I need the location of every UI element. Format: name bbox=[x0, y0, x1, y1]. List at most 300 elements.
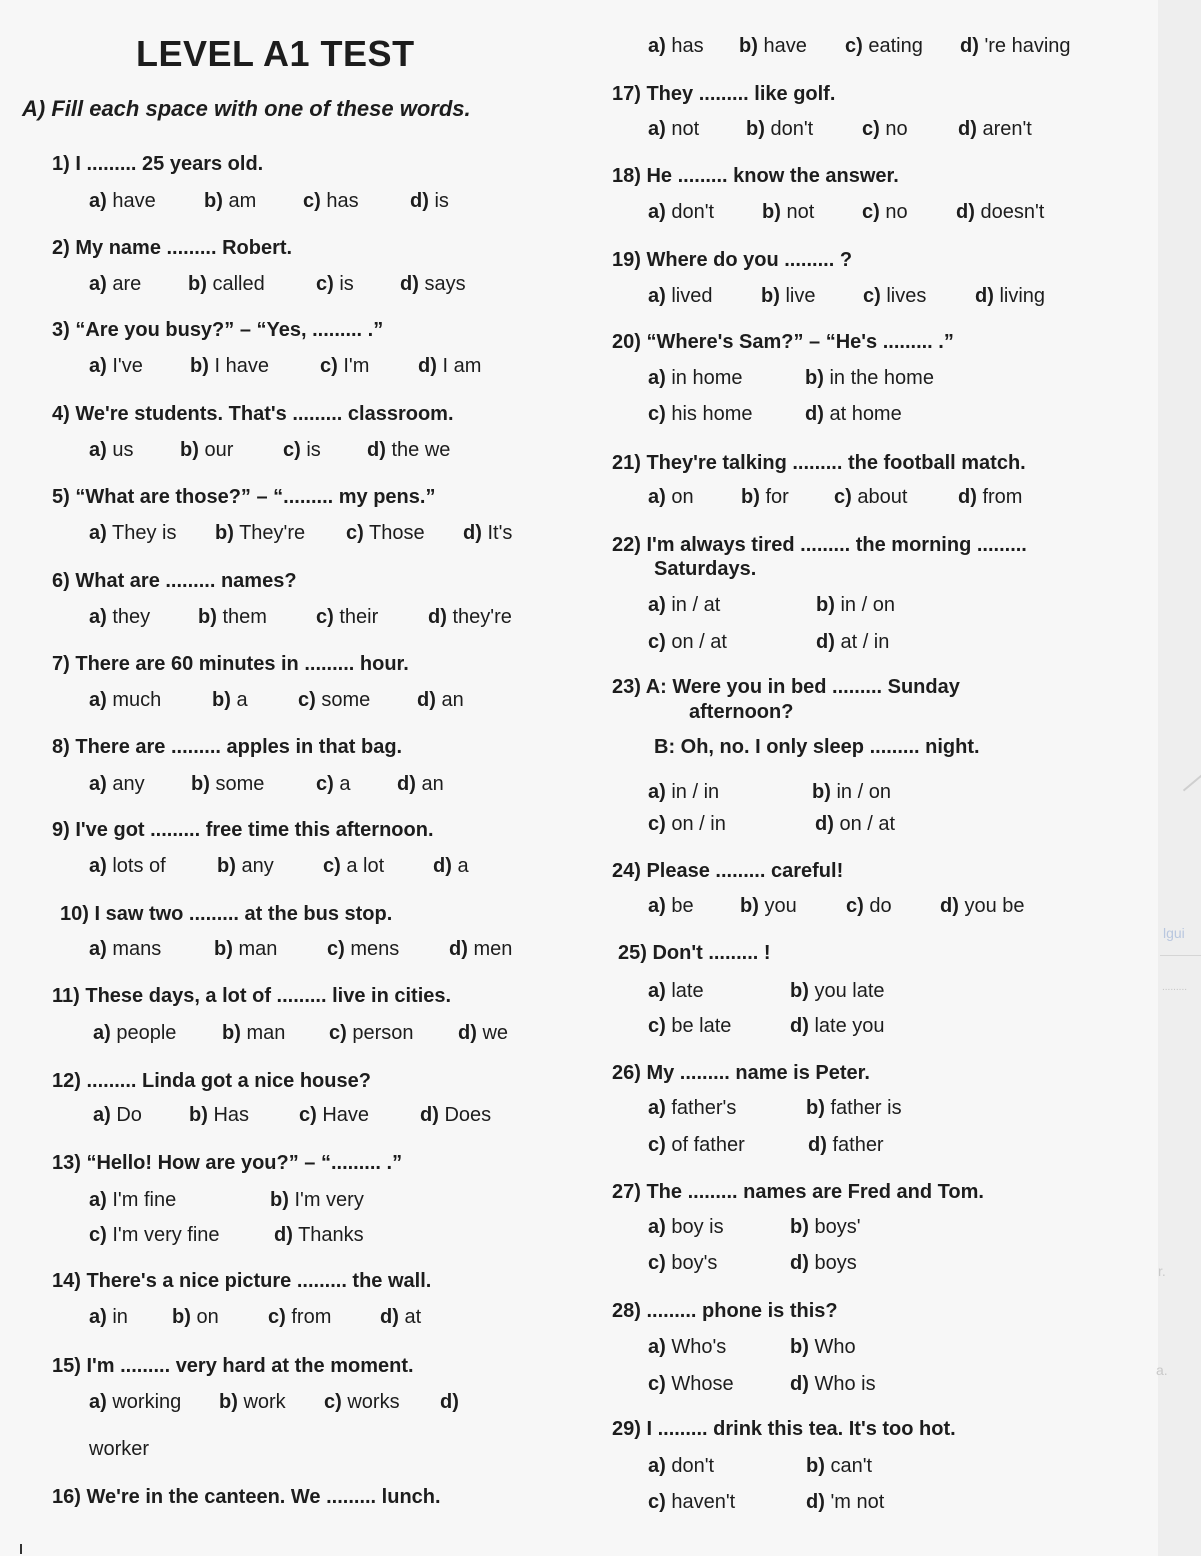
option-text: father's bbox=[671, 1097, 737, 1119]
answer-option bbox=[958, 485, 1022, 509]
option-text: in / in bbox=[671, 781, 720, 803]
option-letter: a) bbox=[648, 895, 666, 917]
question-text: There's a nice picture ......... the wall. bbox=[86, 1270, 432, 1292]
option-text: people bbox=[116, 1022, 177, 1044]
option-letter: a) bbox=[89, 439, 107, 461]
question-stem bbox=[52, 318, 383, 342]
answer-option bbox=[956, 200, 1044, 224]
option-text: have bbox=[112, 190, 156, 212]
option-text: on / at bbox=[839, 813, 896, 835]
answer-option bbox=[268, 1305, 331, 1329]
answer-option bbox=[274, 1223, 364, 1247]
option-text: are bbox=[112, 273, 142, 295]
answer-option bbox=[303, 189, 359, 213]
answer-option bbox=[846, 894, 892, 918]
option-text: us bbox=[112, 439, 134, 461]
answer-option bbox=[214, 937, 277, 961]
question-stem bbox=[52, 236, 292, 260]
answer-option bbox=[180, 438, 233, 462]
question-stem bbox=[52, 1069, 371, 1093]
answer-option bbox=[397, 772, 444, 796]
answer-option bbox=[808, 1133, 884, 1157]
option-letter: d) bbox=[958, 118, 977, 140]
question-number: 9) bbox=[52, 819, 70, 841]
answer-option bbox=[420, 1103, 491, 1127]
option-text: some bbox=[215, 773, 265, 795]
answer-option bbox=[89, 354, 143, 378]
option-letter: c) bbox=[329, 1022, 347, 1044]
option-letter: a) bbox=[648, 781, 666, 803]
answer-option bbox=[323, 854, 384, 878]
option-text: work bbox=[243, 1391, 286, 1413]
answer-option bbox=[217, 854, 274, 878]
option-letter: d) bbox=[458, 1022, 477, 1044]
question-number: 28) bbox=[612, 1300, 641, 1322]
option-letter: b) bbox=[222, 1022, 241, 1044]
answer-option bbox=[812, 780, 891, 804]
answer-option bbox=[648, 402, 753, 426]
answer-option bbox=[739, 34, 807, 58]
answer-option bbox=[449, 937, 512, 961]
option-letter: a) bbox=[648, 1216, 666, 1238]
question-stem bbox=[612, 1299, 838, 1323]
answer-option bbox=[648, 200, 714, 224]
option-text: I'm very bbox=[294, 1189, 364, 1211]
answer-option bbox=[741, 485, 789, 509]
question-text: They ......... like golf. bbox=[646, 83, 836, 105]
option-text: do bbox=[869, 895, 892, 917]
answer-option bbox=[862, 200, 908, 224]
option-letter: c) bbox=[648, 1373, 666, 1395]
option-letter: c) bbox=[862, 118, 880, 140]
question-text: There are 60 minutes in ......... hour. bbox=[75, 653, 409, 675]
option-letter: b) bbox=[191, 773, 210, 795]
option-text: a lot bbox=[346, 855, 385, 877]
answer-option bbox=[790, 979, 885, 1003]
option-letter: c) bbox=[324, 1391, 342, 1413]
option-text: at bbox=[404, 1306, 422, 1328]
answer-option bbox=[816, 593, 895, 617]
question-text: They're talking ......... the football match. bbox=[646, 452, 1026, 474]
option-letter: d) bbox=[816, 631, 835, 653]
option-letter: a) bbox=[89, 1189, 107, 1211]
option-letter: b) bbox=[198, 606, 217, 628]
option-letter: c) bbox=[283, 439, 301, 461]
option-text: Who is bbox=[814, 1373, 876, 1395]
margin-fragment: a. bbox=[1156, 1362, 1168, 1378]
answer-option bbox=[270, 1188, 364, 1212]
question-text: My ......... name is Peter. bbox=[646, 1062, 870, 1084]
answer-option bbox=[960, 34, 1071, 58]
question-number: 10) bbox=[60, 903, 89, 925]
answer-option bbox=[815, 812, 895, 836]
answer-option bbox=[316, 272, 354, 296]
answer-option bbox=[89, 1390, 181, 1414]
answer-option bbox=[740, 894, 797, 918]
option-text: works bbox=[347, 1391, 400, 1413]
question-stem bbox=[52, 984, 451, 1008]
option-text: called bbox=[212, 273, 265, 295]
question-text: I've got ......... free time this afternoon. bbox=[75, 819, 434, 841]
option-text: I'm fine bbox=[112, 1189, 177, 1211]
answer-option bbox=[93, 1021, 176, 1045]
question-stem bbox=[612, 451, 1026, 475]
answer-option bbox=[790, 1215, 861, 1239]
option-letter: a) bbox=[648, 285, 666, 307]
question-stem bbox=[52, 402, 454, 426]
answer-option bbox=[89, 272, 141, 296]
question-stem bbox=[612, 859, 843, 883]
option-text: in / on bbox=[836, 781, 891, 803]
option-text: much bbox=[112, 689, 162, 711]
option-letter: a) bbox=[89, 606, 107, 628]
option-letter: a) bbox=[648, 118, 666, 140]
option-text: is bbox=[339, 273, 354, 295]
answer-option bbox=[222, 1021, 285, 1045]
question-text: He ......... know the answer. bbox=[646, 165, 899, 187]
answer-option bbox=[367, 438, 450, 462]
option-letter: c) bbox=[316, 773, 334, 795]
answer-option bbox=[329, 1021, 414, 1045]
option-letter: d) bbox=[400, 273, 419, 295]
answer-option bbox=[816, 630, 889, 654]
question-text: What are ......... names? bbox=[75, 570, 297, 592]
option-letter: b) bbox=[812, 781, 831, 803]
option-letter: c) bbox=[863, 285, 881, 307]
question-text-continued: Saturdays. bbox=[654, 558, 757, 580]
question-stem bbox=[612, 330, 954, 354]
answer-option bbox=[93, 1103, 142, 1127]
option-letter: b) bbox=[219, 1391, 238, 1413]
answer-option bbox=[417, 688, 464, 712]
question-number: 16) bbox=[52, 1486, 81, 1508]
option-letter: d) bbox=[940, 895, 959, 917]
option-letter: b) bbox=[806, 1455, 825, 1477]
option-text: at / in bbox=[840, 631, 890, 653]
question-stem bbox=[52, 1354, 414, 1378]
question-stem bbox=[612, 1417, 956, 1441]
answer-option bbox=[172, 1305, 219, 1329]
answer-option bbox=[940, 894, 1025, 918]
question-text: We're in the canteen. We ......... lunch. bbox=[86, 1486, 441, 1508]
answer-option bbox=[805, 366, 934, 390]
answer-option bbox=[410, 189, 449, 213]
question-text: “Where's Sam?” – “He's ......... .” bbox=[646, 331, 954, 353]
question-stem bbox=[612, 82, 835, 106]
option-letter: b) bbox=[746, 118, 765, 140]
option-letter: a) bbox=[648, 201, 666, 223]
answer-option bbox=[806, 1490, 884, 1514]
answer-option bbox=[648, 485, 694, 509]
answer-option bbox=[958, 117, 1032, 141]
question-number: 1) bbox=[52, 153, 70, 175]
option-text: person bbox=[352, 1022, 414, 1044]
option-letter: d) bbox=[958, 486, 977, 508]
answer-option bbox=[761, 284, 815, 308]
option-text: for bbox=[765, 486, 789, 508]
option-letter: d) bbox=[790, 1373, 809, 1395]
option-text: you late bbox=[814, 980, 885, 1002]
option-letter: b) bbox=[204, 190, 223, 212]
answer-option bbox=[648, 780, 719, 804]
answer-option bbox=[89, 438, 133, 462]
option-text: working bbox=[112, 1391, 182, 1413]
option-letter: d) bbox=[417, 689, 436, 711]
question-stem bbox=[618, 941, 771, 965]
option-text: a bbox=[339, 773, 351, 795]
option-letter: d) bbox=[805, 403, 824, 425]
question-text: Please ......... careful! bbox=[646, 860, 844, 882]
question-stem bbox=[52, 652, 409, 676]
option-text: Do bbox=[116, 1104, 142, 1126]
option-letter: a) bbox=[89, 689, 107, 711]
option-text: doesn't bbox=[980, 201, 1045, 223]
answer-option bbox=[298, 688, 370, 712]
question-number: 25) bbox=[618, 942, 647, 964]
option-letter: b) bbox=[806, 1097, 825, 1119]
option-text: is bbox=[434, 190, 449, 212]
answer-option bbox=[790, 1372, 876, 1396]
question-stem bbox=[52, 1269, 431, 1293]
option-text: don't bbox=[671, 1455, 715, 1477]
option-text: on / at bbox=[671, 631, 727, 653]
question-text: “Are you busy?” – “Yes, ......... .” bbox=[75, 319, 384, 341]
option-text: man bbox=[246, 1022, 286, 1044]
answer-option bbox=[648, 1096, 736, 1120]
option-letter: d) bbox=[367, 439, 386, 461]
option-text: have bbox=[763, 35, 807, 57]
option-text: Has bbox=[213, 1104, 250, 1126]
answer-option bbox=[89, 605, 150, 629]
faint-divider bbox=[1160, 955, 1201, 956]
option-text: man bbox=[238, 938, 278, 960]
answer-option bbox=[790, 1014, 885, 1038]
question-number: 15) bbox=[52, 1355, 81, 1377]
answer-option bbox=[188, 272, 265, 296]
test-title: LEVEL A1 TEST bbox=[136, 33, 415, 74]
option-text: they bbox=[112, 606, 151, 628]
option-letter: c) bbox=[89, 1224, 107, 1246]
question-text: “What are those?” – “......... my pens.” bbox=[75, 486, 436, 508]
option-text: Have bbox=[322, 1104, 370, 1126]
question-stem bbox=[52, 485, 435, 509]
option-letter: d) bbox=[418, 355, 437, 377]
option-letter: a) bbox=[648, 980, 666, 1002]
answer-option bbox=[212, 688, 248, 712]
question-text: These days, a lot of ......... live in cities. bbox=[85, 985, 452, 1007]
question-stem bbox=[52, 818, 434, 842]
option-text: don't bbox=[671, 201, 715, 223]
option-text: we bbox=[482, 1022, 509, 1044]
question-number: 17) bbox=[612, 83, 641, 105]
option-text: Does bbox=[444, 1104, 492, 1126]
question-text: Don't ......... ! bbox=[652, 942, 771, 964]
option-letter: d) bbox=[433, 855, 452, 877]
option-text: Those bbox=[369, 522, 425, 544]
option-letter: b) bbox=[741, 486, 760, 508]
question-text: There are ......... apples in that bag. bbox=[75, 736, 403, 758]
section-heading: A) Fill each space with one of these words. bbox=[22, 96, 471, 121]
answer-option bbox=[805, 402, 902, 426]
option-text: I've bbox=[112, 355, 143, 377]
option-letter: b) bbox=[762, 201, 781, 223]
answer-option bbox=[790, 1335, 856, 1359]
option-letter: b) bbox=[805, 367, 824, 389]
option-text: Thanks bbox=[298, 1224, 364, 1246]
question-stem bbox=[612, 164, 899, 188]
answer-option bbox=[648, 593, 720, 617]
answer-option bbox=[89, 1305, 128, 1329]
answer-option bbox=[89, 854, 166, 878]
question-number: 2) bbox=[52, 237, 70, 259]
question-number: 21) bbox=[612, 452, 641, 474]
option-text: of father bbox=[671, 1134, 745, 1156]
answer-option bbox=[648, 366, 743, 390]
page-margin-edge bbox=[1158, 0, 1201, 1556]
option-letter: b) bbox=[739, 35, 758, 57]
option-letter: b) bbox=[790, 980, 809, 1002]
option-text: don't bbox=[770, 118, 814, 140]
option-text: men bbox=[473, 938, 513, 960]
option-text: I'm bbox=[343, 355, 370, 377]
question-text: I'm ......... very hard at the moment. bbox=[86, 1355, 414, 1377]
answer-option bbox=[219, 1390, 286, 1414]
answer-option bbox=[324, 1390, 400, 1414]
question-number: 29) bbox=[612, 1418, 641, 1440]
option-letter: c) bbox=[648, 403, 666, 425]
option-text: They're bbox=[239, 522, 306, 544]
option-text: They is bbox=[112, 522, 177, 544]
option-text: from bbox=[291, 1306, 332, 1328]
option-text: about bbox=[857, 486, 908, 508]
answer-option bbox=[89, 1223, 220, 1247]
option-letter: c) bbox=[323, 855, 341, 877]
answer-option bbox=[89, 937, 161, 961]
option-text: his home bbox=[671, 403, 753, 425]
option-letter: a) bbox=[89, 1306, 107, 1328]
answer-option bbox=[189, 1103, 249, 1127]
answer-option bbox=[648, 284, 713, 308]
option-letter: a) bbox=[648, 1336, 666, 1358]
option-letter: c) bbox=[648, 813, 666, 835]
answer-option bbox=[440, 1390, 459, 1414]
option-text: haven't bbox=[671, 1491, 736, 1513]
option-letter: d) bbox=[420, 1104, 439, 1126]
question-stem bbox=[52, 735, 402, 759]
question-stem bbox=[52, 1151, 402, 1175]
option-letter: d) bbox=[463, 522, 482, 544]
answer-option bbox=[648, 1014, 731, 1038]
question-number: 7) bbox=[52, 653, 70, 675]
option-text: any bbox=[112, 773, 145, 795]
question-text: The ......... names are Fred and Tom. bbox=[646, 1181, 984, 1203]
option-letter: b) bbox=[270, 1189, 289, 1211]
question-text: I saw two ......... at the bus stop. bbox=[94, 903, 393, 925]
option-text: aren't bbox=[982, 118, 1032, 140]
option-letter: b) bbox=[190, 355, 209, 377]
question-text: ......... Linda got a nice house? bbox=[86, 1070, 371, 1092]
question-text: A: Were you in bed ......... Sunday bbox=[645, 676, 960, 698]
option-letter: c) bbox=[303, 190, 321, 212]
question-text: I'm always tired ......... the morning ......... bbox=[646, 534, 1027, 556]
question-number: 26) bbox=[612, 1062, 641, 1084]
option-letter: b) bbox=[214, 938, 233, 960]
answer-option bbox=[648, 1335, 726, 1359]
option-text: It's bbox=[487, 522, 513, 544]
answer-option bbox=[648, 34, 704, 58]
option-text: in / on bbox=[840, 594, 895, 616]
option-letter: a) bbox=[648, 367, 666, 389]
option-letter: c) bbox=[845, 35, 863, 57]
answer-option bbox=[975, 284, 1045, 308]
answer-option bbox=[190, 354, 269, 378]
option-letter: c) bbox=[648, 1252, 666, 1274]
question-text-continued: afternoon? bbox=[689, 701, 794, 723]
margin-fragment: r. bbox=[1158, 1263, 1166, 1279]
option-letter: b) bbox=[188, 273, 207, 295]
option-text: you be bbox=[964, 895, 1025, 917]
question-stem bbox=[52, 569, 297, 593]
option-text: Who's bbox=[671, 1336, 727, 1358]
option-text: boy's bbox=[671, 1252, 718, 1274]
option-text: an bbox=[421, 773, 444, 795]
question-stem bbox=[52, 1485, 441, 1509]
option-letter: a) bbox=[89, 855, 107, 877]
question-stem bbox=[612, 533, 1027, 557]
option-letter: d) bbox=[380, 1306, 399, 1328]
answer-option bbox=[316, 605, 378, 629]
option-letter: b) bbox=[816, 594, 835, 616]
option-text: no bbox=[885, 201, 908, 223]
option-letter: b) bbox=[189, 1104, 208, 1126]
answer-option bbox=[463, 521, 512, 545]
option-text: father bbox=[832, 1134, 884, 1156]
question-number: 4) bbox=[52, 403, 70, 425]
option-letter: a) bbox=[648, 594, 666, 616]
option-letter: a) bbox=[89, 773, 107, 795]
option-text: boy is bbox=[671, 1216, 724, 1238]
question-text: I ......... 25 years old. bbox=[75, 153, 264, 175]
answer-option bbox=[89, 521, 176, 545]
question-number: 3) bbox=[52, 319, 70, 341]
answer-option bbox=[648, 1215, 724, 1239]
option-text: you bbox=[764, 895, 797, 917]
option-text: eating bbox=[868, 35, 923, 57]
question-number: 14) bbox=[52, 1270, 81, 1292]
answer-option bbox=[191, 772, 264, 796]
answer-option bbox=[89, 189, 156, 213]
option-text: in home bbox=[671, 367, 743, 389]
answer-option bbox=[283, 438, 321, 462]
option-letter: b) bbox=[180, 439, 199, 461]
option-letter: d) bbox=[790, 1015, 809, 1037]
option-letter: c) bbox=[648, 631, 666, 653]
question-number: 19) bbox=[612, 249, 641, 271]
option-letter: c) bbox=[316, 273, 334, 295]
option-letter: a) bbox=[93, 1022, 111, 1044]
question-stem bbox=[612, 248, 852, 272]
answer-option bbox=[648, 1251, 717, 1275]
answer-option bbox=[89, 688, 161, 712]
question-number: 11) bbox=[52, 985, 80, 1007]
option-letter: d) bbox=[815, 813, 834, 835]
option-letter: a) bbox=[93, 1104, 111, 1126]
option-text: no bbox=[885, 118, 908, 140]
option-text: from bbox=[982, 486, 1023, 508]
answer-option bbox=[862, 117, 908, 141]
option-letter: d) bbox=[790, 1252, 809, 1274]
option-letter: d) bbox=[960, 35, 979, 57]
